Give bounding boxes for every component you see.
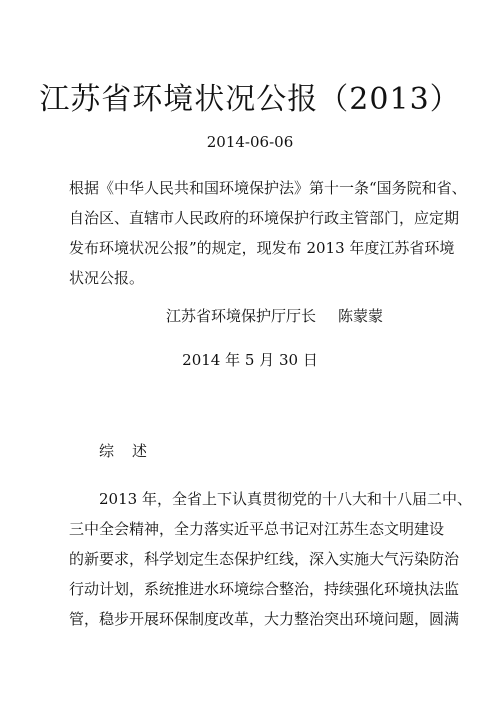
body-paragraph xyxy=(69,484,472,634)
signer-name: 陈蒙蒙 xyxy=(338,307,384,325)
intro-paragraph xyxy=(69,173,467,293)
intro-line: 自治区、直辖市人民政府的环境保护行政主管部门，应定期 xyxy=(69,209,460,227)
publish-date: 2014-06-06 xyxy=(206,133,294,151)
body-line: 三中全会精神，全力落实近平总书记对江苏生态文明建设 xyxy=(69,520,445,538)
body-line: 管，稳步开展环保制度改革，大力整治突出环境问题，圆满 xyxy=(69,610,460,628)
body-line: 行动计划，系统推进水环境综合整治，持续强化环境执法监 xyxy=(69,580,460,598)
signer-org: 江苏省环境保护厅厅长 xyxy=(166,307,317,325)
intro-line: 状况公报。 xyxy=(69,269,145,287)
signature-line xyxy=(166,305,383,326)
body-line: 2013 年，全省上下认真贯彻党的十八大和十八届二中、 xyxy=(99,490,472,508)
intro-line: 根据《中华人民共和国环境保护法》第十一条“国务院和省、 xyxy=(69,179,467,197)
document-title: 江苏省环境状况公报（2013） xyxy=(39,82,461,117)
section-heading: 综述 xyxy=(99,442,166,460)
intro-line: 发布环境状况公报”的规定，现发布 2013 年度江苏省环境 xyxy=(69,239,455,257)
signature-date: 2014 年 5 月 30 日 xyxy=(182,351,318,369)
body-line: 的新要求，科学划定生态保护红线，深入实施大气污染防治 xyxy=(69,550,460,568)
